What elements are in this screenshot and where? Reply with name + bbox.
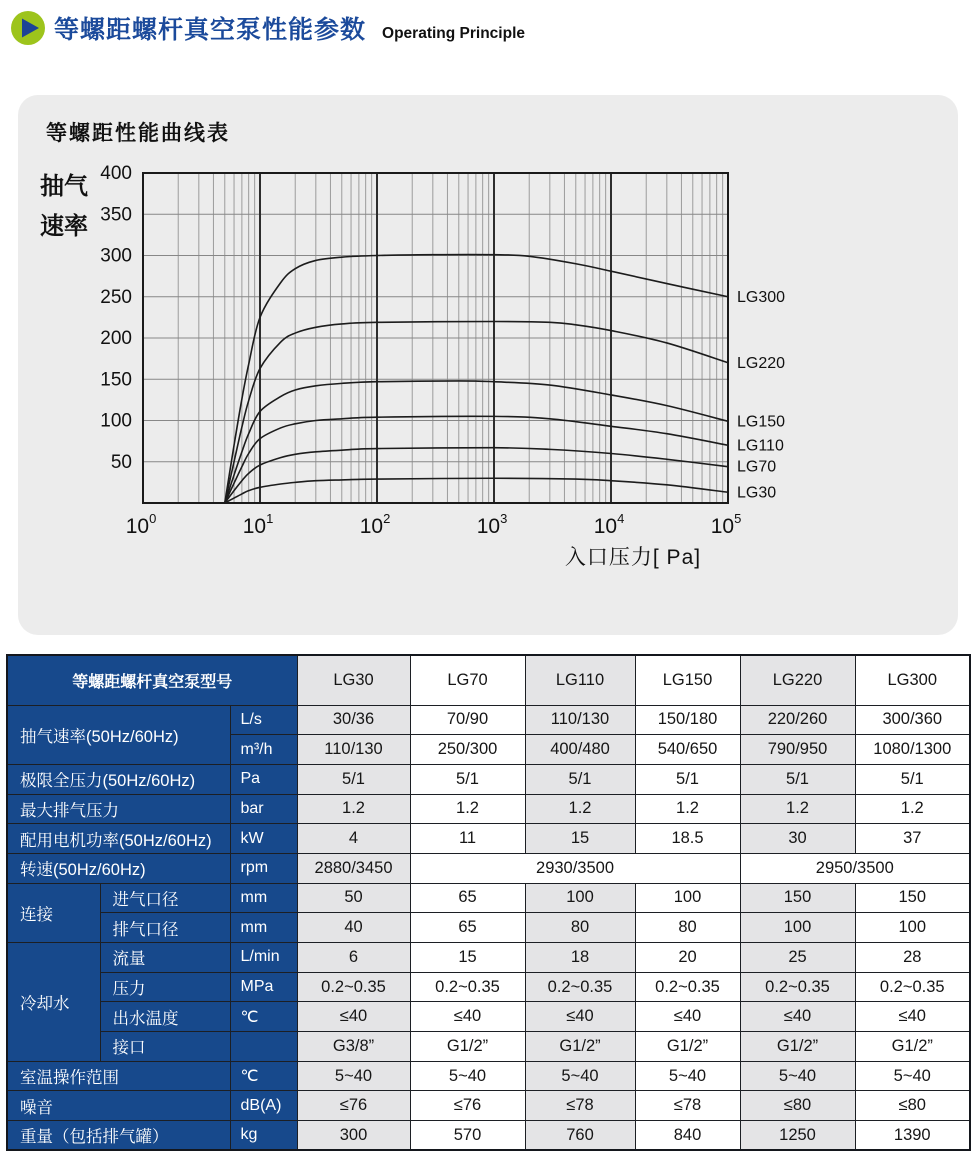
- value-cell: ≤80: [855, 1091, 970, 1121]
- value-cell: 18.5: [635, 824, 740, 854]
- value-cell: 15: [525, 824, 635, 854]
- value-cell: 1250: [740, 1121, 855, 1151]
- value-cell: 150: [740, 883, 855, 913]
- value-cell: 100: [855, 913, 970, 943]
- model-header-LG70: LG70: [410, 655, 525, 705]
- unit-cell: kW: [230, 824, 297, 854]
- model-header-LG30: LG30: [297, 655, 410, 705]
- value-cell: 5/1: [525, 764, 635, 794]
- y-tick-300: 300: [100, 245, 132, 267]
- curve-LG220: [225, 322, 728, 504]
- value-cell: G1/2”: [855, 1032, 970, 1062]
- x-tick-10e3: $10^3$: [476, 511, 508, 538]
- value-cell: 30: [740, 824, 855, 854]
- value-cell: 37: [855, 824, 970, 854]
- value-cell: ≤76: [410, 1091, 525, 1121]
- value-cell: 300/360: [855, 705, 970, 735]
- unit-cell: mm: [230, 883, 297, 913]
- value-cell: 5~40: [740, 1061, 855, 1091]
- value-cell: 540/650: [635, 735, 740, 765]
- value-cell: 80: [635, 913, 740, 943]
- table-row: [7, 1002, 970, 1032]
- value-cell: 790/950: [740, 735, 855, 765]
- y-tick-50: 50: [110, 451, 132, 473]
- curve-LG110: [225, 416, 728, 503]
- unit-cell: m³/h: [230, 735, 297, 765]
- value-cell: 30/36: [297, 705, 410, 735]
- value-cell: 1.2: [855, 794, 970, 824]
- value-cell: 840: [635, 1121, 740, 1151]
- row-label: 室温操作范围: [7, 1061, 230, 1091]
- unit-cell: rpm: [230, 853, 297, 883]
- value-cell: 760: [525, 1121, 635, 1151]
- curve-label-LG70: LG70: [737, 458, 777, 476]
- value-cell: 15: [410, 943, 525, 973]
- value-cell: 40: [297, 913, 410, 943]
- value-cell: ≤80: [740, 1091, 855, 1121]
- unit-cell: ℃: [230, 1061, 297, 1091]
- value-cell: 100: [740, 913, 855, 943]
- value-cell: G1/2”: [635, 1032, 740, 1062]
- group-label: 连接: [7, 883, 100, 942]
- chart-panel: [18, 95, 958, 635]
- curve-label-LG220: LG220: [737, 354, 786, 372]
- sub-label: 出水温度: [100, 1002, 230, 1032]
- value-cell: 1.2: [740, 794, 855, 824]
- value-cell: G3/8”: [297, 1032, 410, 1062]
- unit-cell: L/s: [230, 705, 297, 735]
- table-row: [7, 764, 970, 794]
- sub-label: 接口: [100, 1032, 230, 1062]
- value-cell: ≤40: [297, 1002, 410, 1032]
- value-cell: 100: [525, 883, 635, 913]
- y-tick-200: 200: [100, 328, 132, 349]
- curve-label-LG300: LG300: [737, 288, 786, 306]
- unit-cell: MPa: [230, 972, 297, 1002]
- table-row: [7, 1091, 970, 1121]
- table-row: [7, 824, 970, 854]
- curve-label-LG150: LG150: [737, 413, 786, 431]
- value-cell: 1080/1300: [855, 735, 970, 765]
- x-tick-10e2: $10^2$: [359, 511, 391, 538]
- curve-LG150: [225, 381, 728, 503]
- sub-label: 排气口径: [100, 913, 230, 943]
- table-row: [7, 705, 970, 735]
- value-cell: 110/130: [525, 705, 635, 735]
- value-cell: 0.2~0.35: [410, 972, 525, 1002]
- value-cell: ≤78: [635, 1091, 740, 1121]
- x-tick-10e1: $10^1$: [242, 511, 274, 538]
- value-cell: ≤40: [855, 1002, 970, 1032]
- page-subtitle: Operating Principle: [382, 25, 525, 42]
- value-cell: ≤40: [410, 1002, 525, 1032]
- unit-cell: kg: [230, 1121, 297, 1151]
- value-cell: 110/130: [297, 735, 410, 765]
- y-tick-350: 350: [100, 204, 132, 226]
- value-cell: 220/260: [740, 705, 855, 735]
- sub-label: 流量: [100, 943, 230, 973]
- value-cell: 65: [410, 913, 525, 943]
- value-cell: 80: [525, 913, 635, 943]
- x-tick-10e5: $10^5$: [710, 511, 742, 538]
- value-cell: 25: [740, 943, 855, 973]
- row-label: 重量（包括排气罐）: [7, 1121, 230, 1151]
- value-cell: G1/2”: [740, 1032, 855, 1062]
- table-header-title: 等螺距螺杆真空泵型号: [7, 655, 297, 705]
- value-cell: 100: [635, 883, 740, 913]
- group-label: 冷却水: [7, 943, 100, 1062]
- value-cell: 0.2~0.35: [525, 972, 635, 1002]
- model-header-LG220: LG220: [740, 655, 855, 705]
- y-tick-250: 250: [100, 286, 132, 308]
- value-cell: 18: [525, 943, 635, 973]
- value-cell: 5~40: [635, 1061, 740, 1091]
- chart-title: 等螺距性能曲线表: [46, 122, 230, 145]
- row-label: 转速(50Hz/60Hz): [7, 853, 230, 883]
- sub-label: 压力: [100, 972, 230, 1002]
- unit-cell: bar: [230, 794, 297, 824]
- value-cell: 5/1: [740, 764, 855, 794]
- model-header-LG150: LG150: [635, 655, 740, 705]
- value-cell: 11: [410, 824, 525, 854]
- x-tick-10e0: $10^0$: [125, 511, 157, 538]
- value-cell: ≤40: [525, 1002, 635, 1032]
- row-label: 最大排气压力: [7, 794, 230, 824]
- unit-cell: [230, 1032, 297, 1062]
- table-row: [7, 883, 970, 913]
- row-label: 抽气速率(50Hz/60Hz): [7, 705, 230, 764]
- value-cell: ≤78: [525, 1091, 635, 1121]
- table-row: [7, 1032, 970, 1062]
- unit-cell: mm: [230, 913, 297, 943]
- unit-cell: dB(A): [230, 1091, 297, 1121]
- page-title: 等螺距螺杆真空泵性能参数: [54, 16, 367, 44]
- value-cell: 250/300: [410, 735, 525, 765]
- model-header-LG110: LG110: [525, 655, 635, 705]
- value-cell: 5~40: [855, 1061, 970, 1091]
- model-header-LG300: LG300: [855, 655, 970, 705]
- value-cell: 2950/3500: [740, 853, 970, 883]
- x-axis-label: 入口压力[ Pa]: [564, 546, 702, 569]
- play-badge-icon: [10, 10, 46, 46]
- value-cell: ≤40: [635, 1002, 740, 1032]
- table-row: [7, 913, 970, 943]
- row-label: 配用电机功率(50Hz/60Hz): [7, 824, 230, 854]
- y-tick-400: 400: [100, 163, 132, 184]
- value-cell: 1390: [855, 1121, 970, 1151]
- value-cell: ≤76: [297, 1091, 410, 1121]
- page-header: [10, 10, 525, 46]
- value-cell: 4: [297, 824, 410, 854]
- value-cell: 0.2~0.35: [635, 972, 740, 1002]
- value-cell: 400/480: [525, 735, 635, 765]
- spec-table-wrap: [6, 654, 971, 1151]
- curve-label-LG110: LG110: [737, 437, 784, 455]
- value-cell: 5/1: [635, 764, 740, 794]
- value-cell: 0.2~0.35: [855, 972, 970, 1002]
- value-cell: 1.2: [297, 794, 410, 824]
- value-cell: 0.2~0.35: [297, 972, 410, 1002]
- value-cell: 5~40: [410, 1061, 525, 1091]
- value-cell: 2930/3500: [410, 853, 740, 883]
- value-cell: 5~40: [525, 1061, 635, 1091]
- y-tick-150: 150: [100, 369, 132, 391]
- value-cell: 20: [635, 943, 740, 973]
- curve-LG70: [225, 448, 728, 503]
- sub-label: 进气口径: [100, 883, 230, 913]
- table-row: [7, 1061, 970, 1091]
- value-cell: G1/2”: [410, 1032, 525, 1062]
- y-axis-label-line1: 抽气: [40, 173, 88, 200]
- spec-table: [6, 654, 971, 1151]
- value-cell: 50: [297, 883, 410, 913]
- value-cell: 6: [297, 943, 410, 973]
- value-cell: 65: [410, 883, 525, 913]
- value-cell: 1.2: [410, 794, 525, 824]
- row-label: 极限全压力(50Hz/60Hz): [7, 764, 230, 794]
- value-cell: 5/1: [297, 764, 410, 794]
- value-cell: 150/180: [635, 705, 740, 735]
- curve-LG30: [225, 478, 728, 503]
- unit-cell: L/min: [230, 943, 297, 973]
- table-row: [7, 853, 970, 883]
- value-cell: ≤40: [740, 1002, 855, 1032]
- value-cell: 1.2: [635, 794, 740, 824]
- table-row: [7, 794, 970, 824]
- value-cell: 28: [855, 943, 970, 973]
- value-cell: 150: [855, 883, 970, 913]
- unit-cell: Pa: [230, 764, 297, 794]
- curve-label-LG30: LG30: [737, 484, 777, 502]
- value-cell: G1/2”: [525, 1032, 635, 1062]
- value-cell: 5/1: [410, 764, 525, 794]
- value-cell: 300: [297, 1121, 410, 1151]
- table-row: [7, 972, 970, 1002]
- table-row: [7, 943, 970, 973]
- value-cell: 570: [410, 1121, 525, 1151]
- x-tick-10e4: $10^4$: [593, 511, 625, 538]
- value-cell: 1.2: [525, 794, 635, 824]
- unit-cell: ℃: [230, 1002, 297, 1032]
- value-cell: 70/90: [410, 705, 525, 735]
- row-label: 噪音: [7, 1091, 230, 1121]
- value-cell: 5/1: [855, 764, 970, 794]
- value-cell: 2880/3450: [297, 853, 410, 883]
- value-cell: 5~40: [297, 1061, 410, 1091]
- table-row: [7, 1121, 970, 1151]
- y-axis-label-line2: 速率: [40, 213, 88, 240]
- y-tick-100: 100: [100, 410, 132, 432]
- value-cell: 0.2~0.35: [740, 972, 855, 1002]
